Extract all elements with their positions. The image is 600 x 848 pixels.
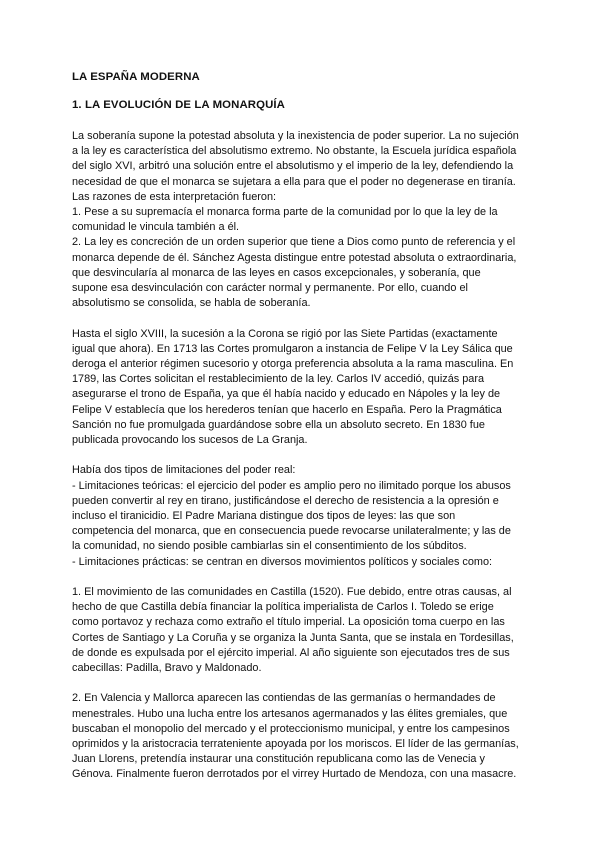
paragraph-line: deroga el anterior régimen sucesorio y otorga preferencia absoluta a la rama masculina. En bbox=[72, 358, 514, 371]
paragraph-line: asegurarse el trono de España, ya que él había nacido y educado en Nápoles y la ley de bbox=[72, 388, 501, 401]
paragraph-line: a la ley es característica del absolutismo extremo. No obstante, la Escuela jurídica española bbox=[72, 145, 517, 158]
paragraph-line: 2. La ley es concreción de un orden superior que tiene a Dios como punto de referencia y el bbox=[72, 236, 516, 249]
paragraph-line: La soberanía supone la potestad absoluta y la inexistencia de poder superior. La no sujeción bbox=[72, 130, 519, 142]
paragraph bbox=[72, 585, 542, 676]
paragraph-line: monarca depende de él. Sánchez Agesta distingue entre potestad absoluta o extraordinaria, bbox=[72, 251, 517, 264]
paragraph-line: que desvincularía al monarca de las leyes en casos excepcionales, y soberanía, que bbox=[72, 266, 481, 279]
paragraph-line: Cortes de Santiago y La Coruña y se organiza la Junta Santa, que se instala en Tordesillas, bbox=[72, 631, 514, 644]
paragraph-line: oprimidos y la aristocracia terrateniente apoyada por los moriscos. El líder de las germanías, bbox=[72, 738, 519, 751]
paragraph-line: buscaban el monopolio del mercado y el proteccionismo municipal, y entre los campesinos bbox=[72, 722, 510, 735]
paragraph bbox=[72, 691, 542, 782]
paragraph-line: supone esa desvinculación con carácter normal y permanente. Por ello, cuando el bbox=[72, 282, 468, 295]
paragraph bbox=[72, 463, 542, 569]
paragraph-line: Génova. Finalmente fueron derrotados por el virrey Hurtado de Mendoza, con una masacre. bbox=[72, 768, 517, 781]
paragraph-line: del siglo XVI, arbitró una solución entre el absolutismo y el imperio de la ley, defendiendo la bbox=[72, 160, 514, 173]
paragraph-line: competencia del monarca, que en consecuencia puede revocarse unilateralmente; y las de bbox=[72, 525, 511, 538]
paragraph-line: - Limitaciones prácticas: se centran en diversos movimientos políticos y sociales como: bbox=[72, 555, 493, 568]
paragraph bbox=[72, 327, 542, 449]
paragraph-line: 1. El movimiento de las comunidades en Castilla (1520). Fue debido, entre otras causas, al bbox=[72, 586, 512, 599]
paragraph-line: Sanción no fue promulgada guardándose sobre ella un absoluto secreto. En 1830 fue bbox=[72, 418, 485, 431]
document-body bbox=[72, 129, 542, 783]
paragraph-line: necesidad de que el monarca se sujetara a ella para que el poder no degenerase en tiranía. bbox=[72, 175, 516, 188]
paragraph-line: como portavoz y rechaza como extraño el título imperial. La oposición toma cuerpo en las bbox=[72, 616, 505, 629]
paragraph bbox=[72, 129, 542, 311]
paragraph-line: menestrales. Hubo una lucha entre los artesanos agermanados y las élites gremiales, que bbox=[72, 707, 508, 720]
paragraph-line: hecho de que Castilla debía financiar la política imperialista de Carlos I. Toledo se erige bbox=[72, 601, 494, 614]
paragraph-line: 1. Pese a su supremacía el monarca forma parte de la comunidad por lo que la ley de la bbox=[72, 206, 498, 219]
paragraph-line: 1789, las Cortes solicitan el restablecimiento de la ley. Carlos IV accedió, quizás para bbox=[72, 373, 485, 386]
paragraph-line: Juan Llorens, pretendía instaurar una constitución republicana como las de Venecia y bbox=[72, 753, 485, 766]
paragraph-line: incluso el tiranicidio. El Padre Mariana distingue dos tipos de leyes: las que son bbox=[72, 510, 456, 523]
paragraph-line: igual que ahora). En 1713 las Cortes promulgaron a instancia de Felipe V la Ley Sálica que bbox=[72, 342, 513, 355]
paragraph-line: publicada provocando los sucesos de La Granja. bbox=[72, 434, 308, 447]
paragraph-line: cabecillas: Padilla, Bravo y Maldonado. bbox=[72, 662, 262, 675]
section-heading: 1. LA EVOLUCIÓN DE LA MONARQUÍA bbox=[72, 99, 285, 111]
paragraph-line: la comunidad, no siendo posible cambiarlas sin el consentimiento de los súbditos. bbox=[72, 540, 467, 553]
paragraph-line: absolutismo se consolida, se habla de soberanía. bbox=[72, 297, 311, 310]
paragraph-line: comunidad le vincula también a él. bbox=[72, 221, 240, 234]
paragraph-line: pueden convertir al rey en tirano, justificándose el derecho de resistencia a la opresión e bbox=[72, 494, 499, 507]
paragraph-line: Había dos tipos de limitaciones del poder real: bbox=[72, 464, 296, 477]
paragraph-line: Felipe V establecía que los herederos tenían que hacerlo en España. Pero la Pragmática bbox=[72, 403, 502, 416]
paragraph-line: Hasta el siglo XVIII, la sucesión a la Corona se rigió por las Siete Partidas (exactamente bbox=[72, 327, 498, 340]
document-page bbox=[72, 70, 542, 798]
paragraph-line: - Limitaciones teóricas: el ejercicio del poder es amplio pero no ilimitado porque los abusos bbox=[72, 479, 511, 492]
paragraph-line: de donde es expulsada por el ejército imperial. Al año siguiente son ejecutados tres de sus bbox=[72, 646, 510, 659]
document-title: LA ESPAÑA MODERNA bbox=[72, 71, 200, 83]
paragraph-line: 2. En Valencia y Mallorca aparecen las contiendas de las germanías o hermandades de bbox=[72, 692, 496, 705]
paragraph-line: Las razones de esta interpretación fueron: bbox=[72, 190, 277, 203]
